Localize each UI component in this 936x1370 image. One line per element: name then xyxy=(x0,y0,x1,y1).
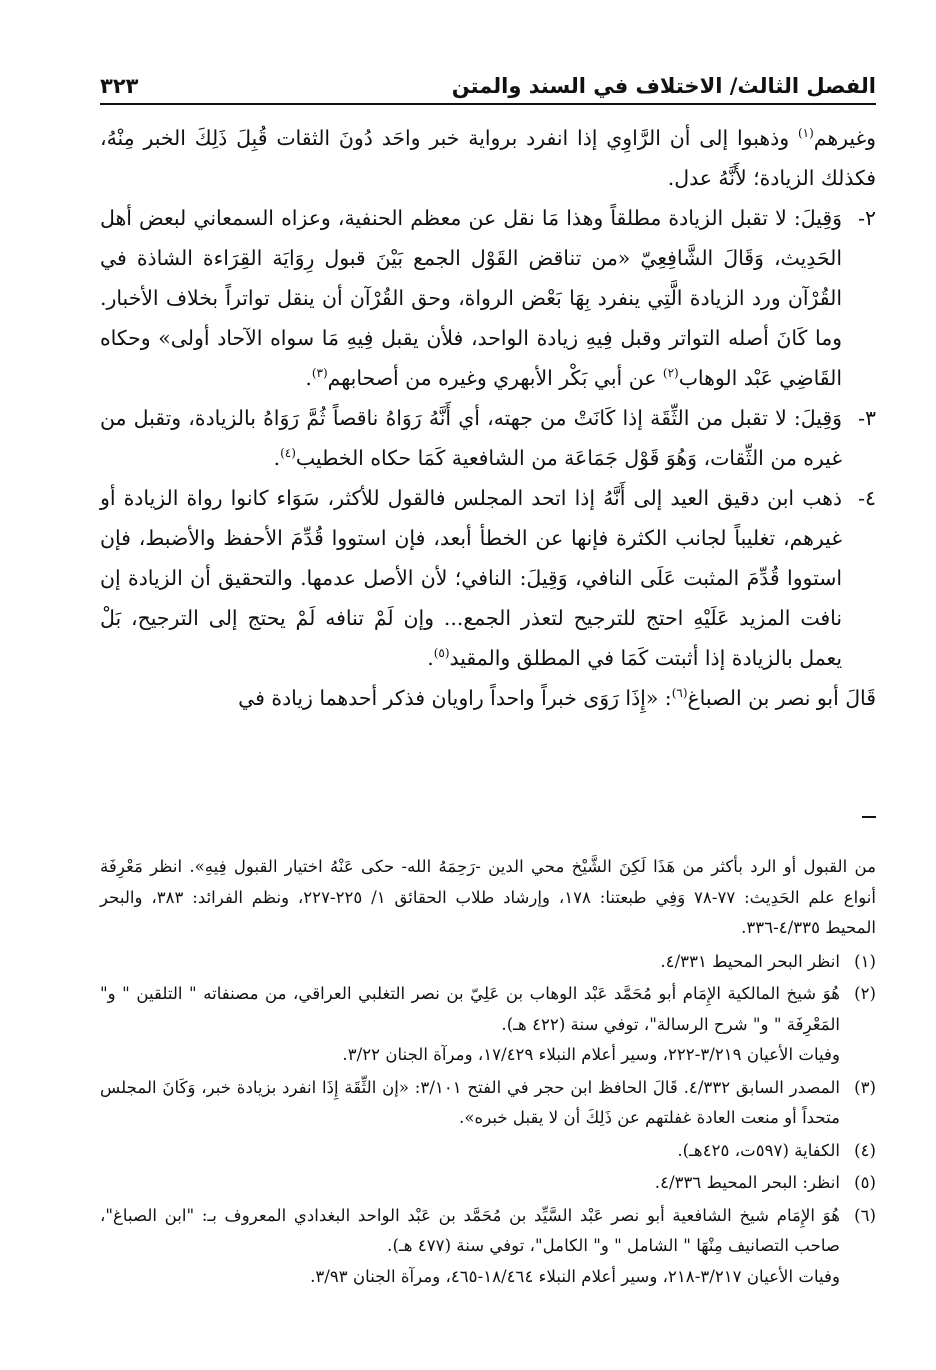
closing-paragraph: قَالَ أبو نصر بن الصباغ$^{(٦)}$: «إِذَا رَوَى خبراً واحداً راويان فذكر أحدهما زيادة في xyxy=(238,686,876,710)
item-number: ٢- xyxy=(858,206,876,230)
item-number: ٤- xyxy=(858,486,876,510)
item-text: وَقِيلَ: لا تقبل الزيادة مطلقاً وهذا مَا نقل عن معظم الحنفية، وعزاه السمعاني لبعض أهل الحَدِيث، وَقَالَ الشَّافِعِيّ «من تناقض القَوْل الجمع بَيْنَ قبول رِوَايَة القِرَاءة الشاذة في القُرْآن ورد الزيادة الَّتِي ينفرد بِهَا بَعْض الرواة، وحق القُرْآن أن ينقل تواتراً بخلاف الأخبار. وما كَانَ أصله التواتر وقبل فِيهِ زيادة الواحد، فلأن يقبل فِيهِ مَا سواه الآحاد أولى» وحكاه القَاضِي عَبْد الوهاب$^{(٢)}$ عن أبي بَكْر الأبهري وغيره من أصحابهم$^{(٣)}$. xyxy=(100,206,842,390)
footnote-text: هُوَ الإِمَام شيخ الشافعية أبو نصر عَبْد السَّيِّد بن مُحَمَّد بن عَبْد الواحد البغدادي المعروف بـ: "ابن الصباغ"، صاحب التصانيف مِنْهَا " الشامل " و" الكامل"، توفي سنة (٤٧٧ هـ). xyxy=(100,1205,840,1255)
footnote-text: المصدر السابق ٤/٣٣٢. قَالَ الحافظ ابن حجر في الفتح ٣/١٠١: «إن الثِّقَة إِذَا انفرد بزيادة خبر، وَكَانَ المجلس متحداً أو منعت العادة غفلتهم عن ذَلِكَ أن لا يقبل خبره». xyxy=(100,1077,841,1127)
footnote-number: (٣) xyxy=(854,1077,876,1097)
footnote-text: وفيات الأعيان ٣/٢١٧-٢١٨، وسير أعلام النبلاء ١٨/٤٦٤-٤٦٥، ومرآة الجنان ٣/٩٣. xyxy=(310,1266,840,1286)
main-text xyxy=(100,118,876,718)
footnote-ref[interactable]: (٦) xyxy=(671,686,688,701)
footnote xyxy=(100,1201,876,1293)
item-text: وَقِيلَ: لا تقبل من الثِّقَة إذا كَانَتْ من جهته، أي أَنَّهُ رَوَاهُ ناقصاً ثُمَّ رَوَاهُ بالزيادة، وتقبل من غيره من الثِّقات، وَهُوَ قَوْل جَمَاعَة من الشافعية كَمَا حكاه الخطيب$^{(٤)}$. xyxy=(100,406,842,470)
running-title: الفصل الثالث/ الاختلاف في السند والمتن xyxy=(451,74,876,98)
header-divider xyxy=(100,103,876,105)
footnote-number: (٢) xyxy=(854,984,876,1003)
footnote-separator xyxy=(862,816,876,818)
footnote-continuation: من القبول أو الرد بأكثر من هَذَا لَكِنَ الشَّيْخ محي الدين -رَحِمَهُ الله- حكى عَنْهُ اختيار القبول فِيهِ». انظر مَعْرِفَة أنواع علم الحَدِيث: ٧٧-٧٨ وَفِي طبعتنا: ١٧٨، وإرشاد طلاب الحقائق ١/ ٢٢٥-٢٢٧، ونظم الفرائد: ٣٨٣، والبحر المحيط ٤/٣٣٥-٣٣٦. xyxy=(100,857,877,937)
list-item xyxy=(100,198,876,398)
page-header xyxy=(100,62,876,98)
list-item xyxy=(100,398,876,478)
footnote-ref[interactable]: (٥) xyxy=(433,646,450,661)
footnote-text: الكفاية (٥٩٧ت، ٤٢٥هـ). xyxy=(677,1140,840,1160)
list-item xyxy=(100,478,876,678)
footnote-number: (٤) xyxy=(854,1140,876,1160)
item-number: ٣- xyxy=(858,406,876,430)
footnote-text: انظر: البحر المحيط ٤/٣٣٦. xyxy=(654,1173,840,1192)
footnote xyxy=(100,979,876,1071)
footnote xyxy=(100,1136,876,1167)
footnote-number: (٦) xyxy=(854,1205,876,1225)
footnote-ref[interactable]: (٣) xyxy=(311,366,328,381)
page-number: ٣٢٣ xyxy=(100,74,139,98)
intro-paragraph: وغيرهم$^{(١)}$ وذهبوا إلى أن الرَّاوِي إذا انفرد برواية خبر واحَد دُونَ الثقات قُبِلَ ذَلِكَ الخبر مِنْهُ، فكذلك الزيادة؛ لأَنَّهُ عدل. xyxy=(100,126,877,190)
footnote-ref[interactable]: (٢) xyxy=(662,366,679,381)
footnote-text: انظر البحر المحيط ٤/٣٣١. xyxy=(660,951,840,971)
footnote-ref[interactable]: (٤) xyxy=(280,446,296,461)
footnote xyxy=(100,947,876,978)
footnotes xyxy=(100,852,876,1294)
footnote-text: هُوَ شيخ المالكية الإِمَام أبو مُحَمَّد عَبْد الوهاب بن عَلِيّ بن نصر التغلبي العراقي، من مصنفاته " التلقين " و" المَعْرِفَة " و" شرح الرسالة"، توفي سنة (٤٢٢ هـ). xyxy=(100,984,840,1034)
item-text: ذهب ابن دقيق العيد إلى أَنَّهُ إذا اتحد المجلس فالقول للأكثر، سَوَاء كانوا رواة الزيادة أو غيرهم، تغليباً لجانب الكثرة فإنها عن الخطأ أبعد، فإن استووا قُدِّمَ الأحفظ والأضبط، فإن استووا قُدِّمَ المثبت عَلَى النافي، وَقِيلَ: النافي؛ لأن الأصل عدمها. والتحقيق أن الزيادة إن نافت المزيد عَلَيْهِ احتج للترجيح لتعذر الجمع... وإن لَمْ تنافه لَمْ يحتج إلى الترجيح، بَلْ يعمل بالزيادة إذا أثبتت كَمَا في المطلق والمقيد$^{(٥)}$. xyxy=(100,486,842,670)
footnote xyxy=(100,1073,876,1134)
footnote-number: (٥) xyxy=(854,1173,876,1192)
footnote-ref[interactable]: (١) xyxy=(797,126,814,141)
footnote-text: وفيات الأعيان ٣/٢١٩-٢٢٢، وسير أعلام النبلاء ١٧/٤٢٩، ومرآة الجنان ٣/٢٢. xyxy=(342,1045,840,1064)
footnote xyxy=(100,1168,876,1199)
footnote-number: (١) xyxy=(854,951,876,971)
